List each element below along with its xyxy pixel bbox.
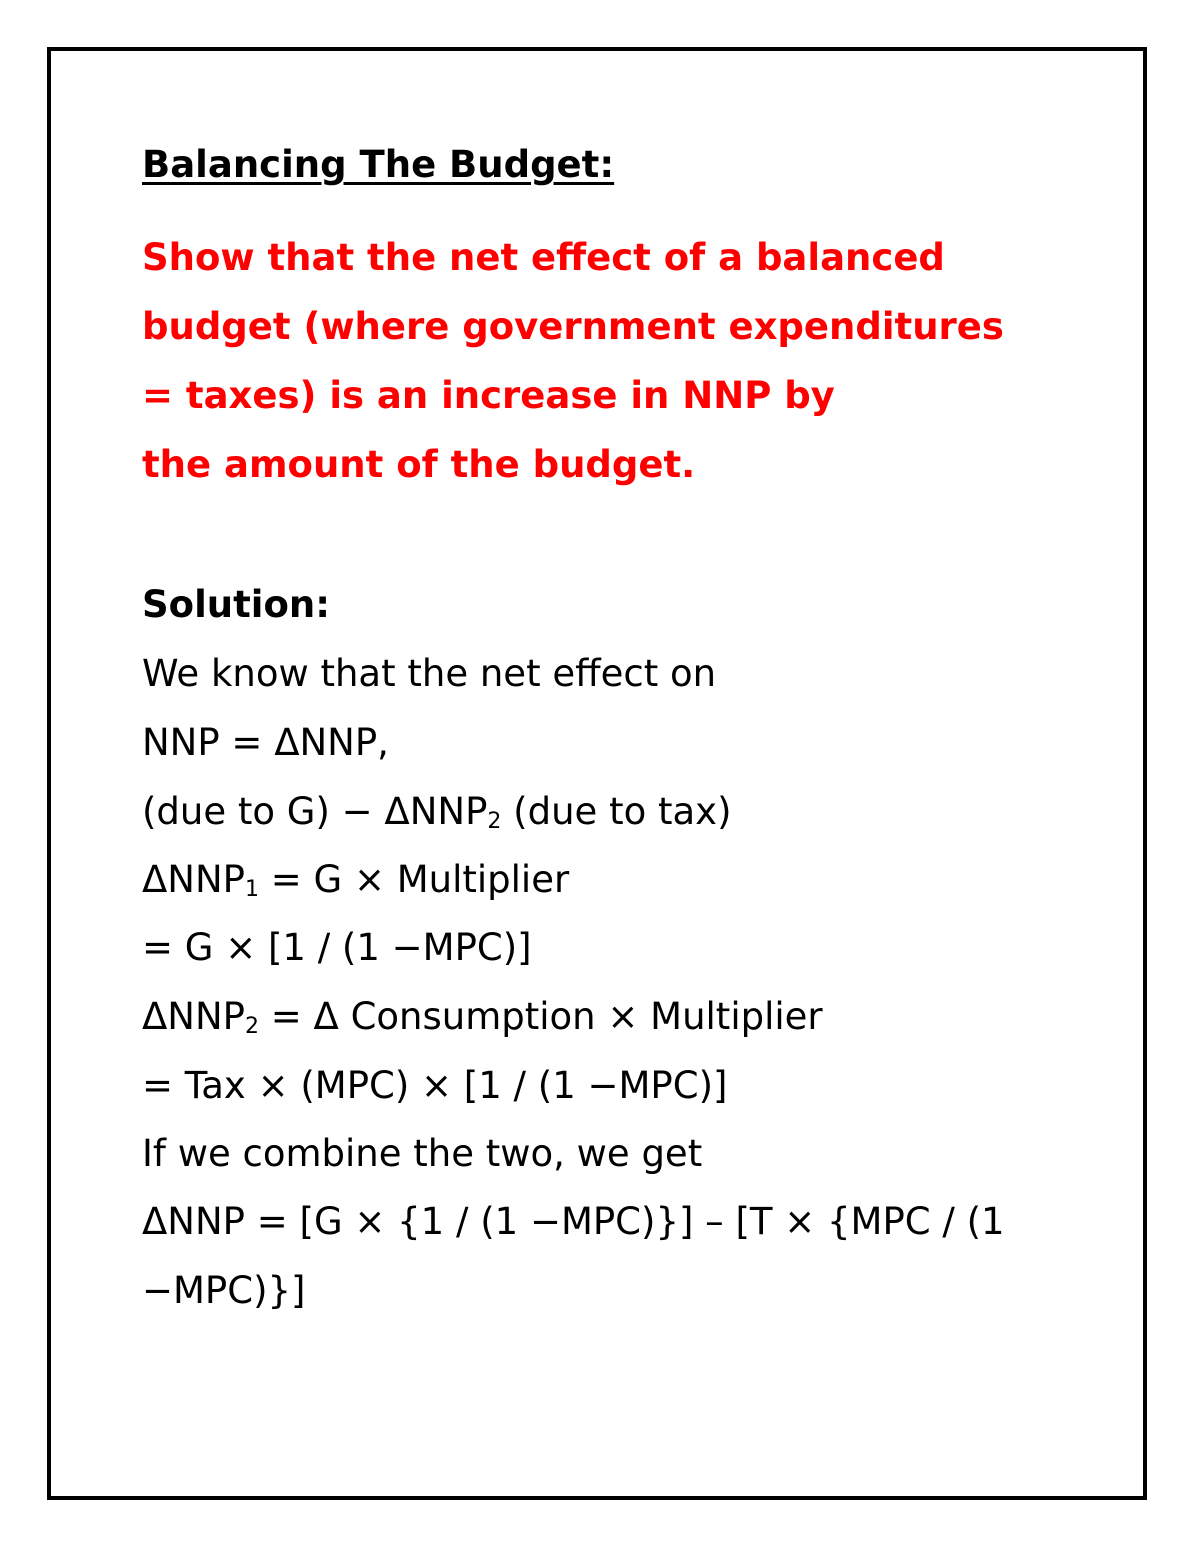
equation-text: (due to G) − ΔNNP (142, 790, 488, 833)
problem-line-3: = taxes) is an increase in NNP by (142, 374, 835, 417)
equation-text: = G × Multiplier (258, 858, 570, 901)
equation-line-8: ΔNNP = [G × {1 / (1 −MPC)}] – [T × {MPC / (1 (142, 1200, 1005, 1243)
equation-text: ΔNNP (142, 858, 245, 901)
equation-line-6: = Tax × (MPC) × [1 / (1 −MPC)] (142, 1064, 728, 1107)
equation-text: = Δ Consumption × Multiplier (258, 995, 823, 1038)
equation-line-3 (142, 858, 569, 902)
problem-line-4: the amount of the budget. (142, 443, 696, 486)
equation-line-4: = G × [1 / (1 −MPC)] (142, 926, 532, 969)
solution-intro: We know that the net effect on (142, 652, 717, 695)
equation-text: ΔNNP (142, 995, 245, 1038)
equation-text: (due to tax) (501, 790, 732, 833)
subscript: 2 (244, 1014, 259, 1039)
equation-line-7: If we combine the two, we get (142, 1132, 703, 1175)
problem-line-2: budget (where government expenditures (142, 305, 1004, 348)
equation-line-5 (142, 995, 823, 1039)
equation-line-2 (142, 790, 732, 834)
page-title: Balancing The Budget: (142, 143, 615, 186)
subscript: 1 (244, 877, 259, 902)
problem-line-1: Show that the net effect of a balanced (142, 236, 945, 279)
subscript: 2 (487, 809, 502, 834)
equation-line-1: NNP = ΔNNP, (142, 721, 389, 764)
equation-line-9: −MPC)}] (142, 1269, 306, 1312)
solution-heading: Solution: (142, 583, 331, 626)
